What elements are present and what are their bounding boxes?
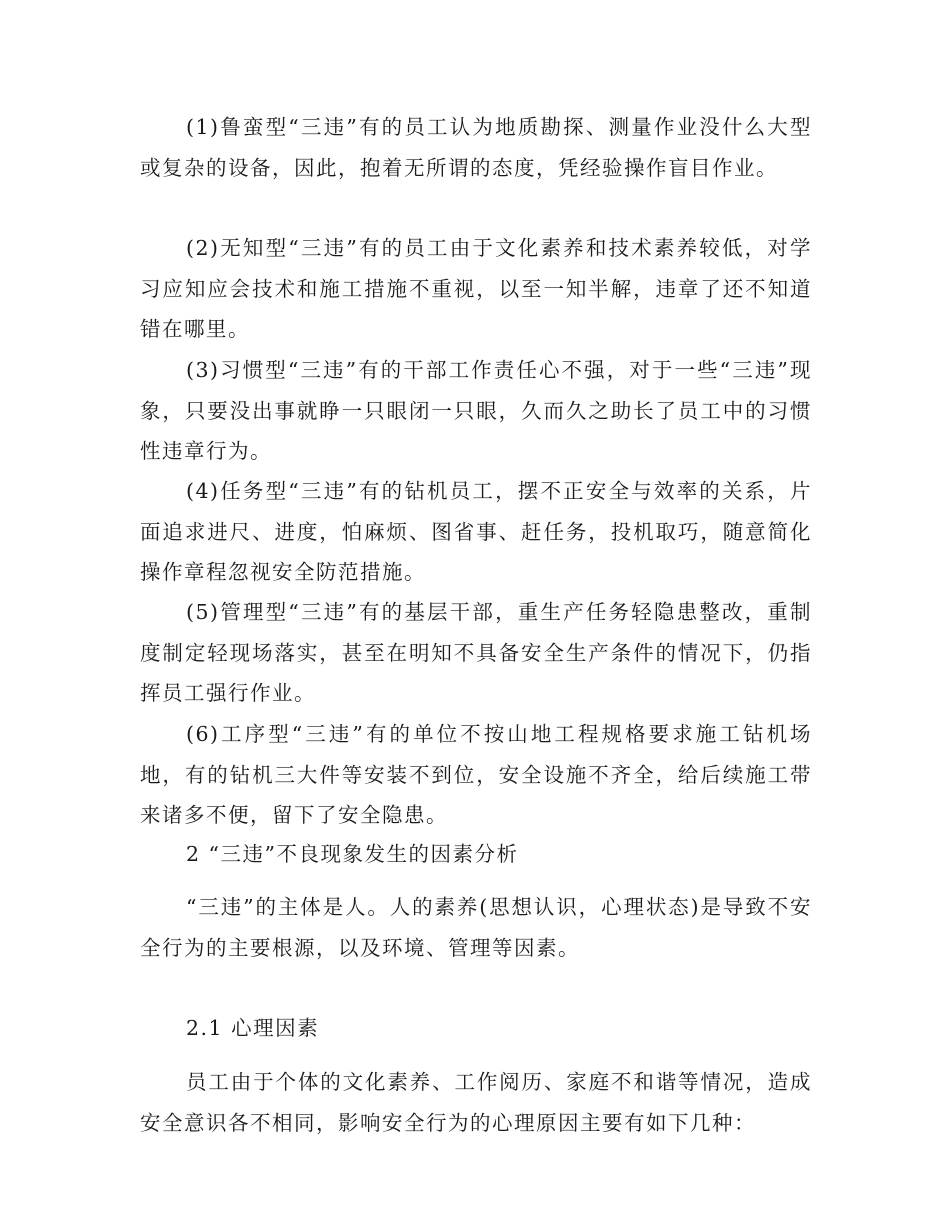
paragraph-type-1: (1)鲁蛮型“三违”有的员工认为地质勘探、测量作业没什么大型或复杂的设备，因此，抱着无所谓的态度，凭经验操作盲目作业。	[140, 115, 812, 180]
section-heading-2: 2 “三违”不良现象发生的因素分析	[186, 842, 519, 866]
paragraph-type-5: (5)管理型“三违”有的基层干部，重生产任务轻隐患整改，重制度制定轻现场落实，甚至在明知不具备安全生产条件的情况下，仍指挥员工强行作业。	[140, 600, 812, 705]
section-2-body: “三违”的主体是人。人的素养(思想认识，心理状态)是导致不安全行为的主要根源，以及环境、管理等因素。	[140, 895, 812, 960]
paragraph-type-3: (3)习惯型“三违”有的干部工作责任心不强，对于一些“三违”现象，只要没出事就睁一只眼闭一只眼，久而久之助长了员工中的习惯性违章行为。	[140, 358, 812, 463]
section-2-1-body: 员工由于个体的文化素养、工作阅历、家庭不和谐等情况，造成安全意识各不相同，影响安全行为的心理原因主要有如下几种：	[140, 1070, 812, 1135]
paragraph-type-4: (4)任务型“三违”有的钻机员工，摆不正安全与效率的关系，片面追求进尺、进度，怕麻烦、图省事、赶任务，投机取巧，随意简化操作章程忽视安全防范措施。	[140, 479, 812, 584]
section-heading-2-1: 2.1 心理因素	[186, 1016, 320, 1040]
paragraph-type-6: (6)工序型“三违”有的单位不按山地工程规格要求施工钻机场地，有的钻机三大件等安装不到位，安全设施不齐全，给后续施工带来诸多不便，留下了安全隐患。	[140, 722, 812, 827]
paragraph-type-2: (2)无知型“三违”有的员工由于文化素养和技术素养较低，对学习应知应会技术和施工措施不重视，以至一知半解，违章了还不知道错在哪里。	[140, 236, 812, 341]
